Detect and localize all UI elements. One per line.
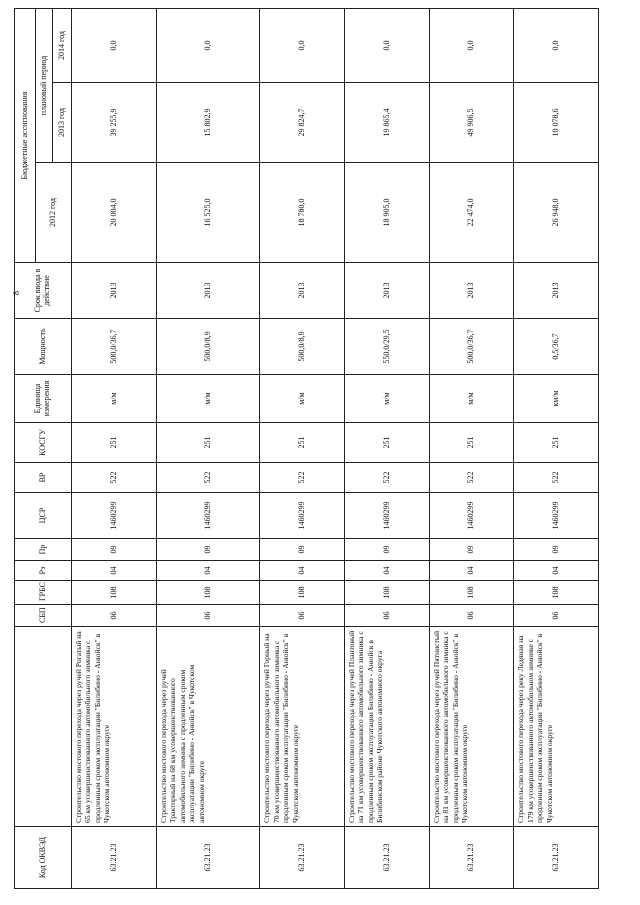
header-okved: Код ОКВЭД <box>15 827 72 889</box>
budget-table <box>14 8 599 889</box>
cell-capacity: 500,0/8,9 <box>156 319 259 375</box>
cell-2013: 10 078,6 <box>514 83 599 163</box>
header-plan-period: плановый период <box>36 9 53 163</box>
page-number: 8 <box>12 291 21 295</box>
cell-unit: м/м <box>156 375 259 423</box>
cell-capacity: 0,5/36,7 <box>514 319 599 375</box>
cell-vr: 522 <box>156 463 259 493</box>
cell-rz: 04 <box>72 561 157 581</box>
cell-csr: 1460299 <box>344 493 429 539</box>
table-row <box>156 9 259 889</box>
cell-grbs: 108 <box>72 581 157 605</box>
header-kosgu: КОСГУ <box>15 423 72 463</box>
cell-2012: 16 525,0 <box>156 163 259 263</box>
header-year-2014: 2014 год <box>53 9 72 83</box>
cell-kosgu: 251 <box>429 423 514 463</box>
cell-2012: 18 780,0 <box>260 163 345 263</box>
cell-okved: 63.21.23 <box>514 827 599 889</box>
cell-2012: 26 948,0 <box>514 163 599 263</box>
cell-unit: км/м <box>514 375 599 423</box>
cell-commission: 2013 <box>156 263 259 319</box>
cell-grbs: 108 <box>156 581 259 605</box>
header-capacity: Мощность <box>15 319 72 375</box>
header-grbs: ГРБС <box>15 581 72 605</box>
cell-csr: 1460299 <box>260 493 345 539</box>
header-name <box>15 627 72 827</box>
cell-sbp: 06 <box>344 605 429 627</box>
table-row <box>260 9 345 889</box>
cell-kosgu: 251 <box>72 423 157 463</box>
cell-capacity: 500,0/36,7 <box>72 319 157 375</box>
cell-okved: 63.21.23 <box>260 827 345 889</box>
cell-2014: 0,0 <box>260 9 345 83</box>
table-row <box>429 9 514 889</box>
table-row <box>514 9 599 889</box>
cell-capacity: 500,0/36,7 <box>429 319 514 375</box>
table-row <box>344 9 429 889</box>
cell-commission: 2013 <box>72 263 157 319</box>
cell-sbp: 06 <box>260 605 345 627</box>
header-budget: Бюджетные ассигнования <box>15 9 36 263</box>
cell-csr: 1460299 <box>72 493 157 539</box>
cell-sbp: 06 <box>72 605 157 627</box>
cell-vr: 522 <box>344 463 429 493</box>
cell-grbs: 108 <box>344 581 429 605</box>
cell-name: Строительство мостового перехода через ручей Тракторный на 68 км усовершенствованного автомобильного зимника с продленным сроком эксплуатации "Билибино - Анюйск" в Чукотском автономном округе <box>156 627 259 827</box>
cell-2014: 0,0 <box>429 9 514 83</box>
cell-rz: 04 <box>260 561 345 581</box>
cell-kosgu: 251 <box>156 423 259 463</box>
cell-kosgu: 251 <box>514 423 599 463</box>
cell-grbs: 108 <box>514 581 599 605</box>
cell-rz: 04 <box>156 561 259 581</box>
cell-unit: м/м <box>72 375 157 423</box>
cell-commission: 2013 <box>344 263 429 319</box>
cell-commission: 2013 <box>514 263 599 319</box>
cell-pr: 09 <box>156 539 259 561</box>
cell-name: Строительство мостового перехода через ручей Рогатый на 65 км усовершенствованного автомобильного зимника с продленным сроком эксплуатации "Билибино - Анюйск" в Чукотском автономном округе <box>72 627 157 827</box>
cell-unit: м/м <box>429 375 514 423</box>
header-csr: ЦСР <box>15 493 72 539</box>
cell-name: Строительство мостового перехода через ручей Горный на 70 км усовершенствованного автомобильного зимника с продленным сроком эксплуатации "Билибино - Анюйск" в Чукотском автономном округе <box>260 627 345 827</box>
cell-csr: 1460299 <box>429 493 514 539</box>
cell-name: Строительство мостового перехода через реку Ледяная на 179 км усовершенствованного автомобильном зимнике с продленным сроком эксплуатации "Билибино - Анюйск" в Чукотском автономном округе <box>514 627 599 827</box>
cell-grbs: 108 <box>260 581 345 605</box>
cell-capacity: 550,0/29,5 <box>344 319 429 375</box>
cell-2012: 22 474,0 <box>429 163 514 263</box>
cell-kosgu: 251 <box>344 423 429 463</box>
cell-sbp: 06 <box>156 605 259 627</box>
cell-csr: 1460299 <box>156 493 259 539</box>
cell-pr: 09 <box>344 539 429 561</box>
cell-unit: м/м <box>260 375 345 423</box>
cell-pr: 09 <box>514 539 599 561</box>
cell-2013: 19 865,4 <box>344 83 429 163</box>
cell-commission: 2013 <box>260 263 345 319</box>
cell-2014: 0,0 <box>156 9 259 83</box>
cell-rz: 04 <box>514 561 599 581</box>
cell-kosgu: 251 <box>260 423 345 463</box>
header-year-2013: 2013 год <box>53 83 72 163</box>
cell-commission: 2013 <box>429 263 514 319</box>
cell-okved: 63.21.23 <box>156 827 259 889</box>
cell-okved: 63.21.23 <box>344 827 429 889</box>
cell-2014: 0,0 <box>344 9 429 83</box>
cell-name: Строительство мостового перехода через ручей Плантовый на 71 км усовершенствованного автомобильного зимника с продленным сроком эксплуатации Билибино - Анюйск в Билибинском районе Чукотского автономного округа <box>344 627 429 827</box>
cell-unit: м/м <box>344 375 429 423</box>
cell-2012: 20 004,0 <box>72 163 157 263</box>
header-commission: Срок ввода в действие <box>15 263 72 319</box>
cell-vr: 522 <box>514 463 599 493</box>
table-row <box>72 9 157 889</box>
cell-csr: 1460299 <box>514 493 599 539</box>
cell-2014: 0,0 <box>514 9 599 83</box>
cell-2014: 0,0 <box>72 9 157 83</box>
cell-2013: 49 906,5 <box>429 83 514 163</box>
cell-name: Строительство мостового перехода через ручей Пятнистый на 81 км усовершенствованного автомобильного зимника с продленным сроком эксплуатации "Билибино - Анюйск" в Чукотском автономном округе <box>429 627 514 827</box>
cell-vr: 522 <box>72 463 157 493</box>
cell-2013: 39 255,9 <box>72 83 157 163</box>
header-vr: ВР <box>15 463 72 493</box>
cell-vr: 522 <box>260 463 345 493</box>
cell-pr: 09 <box>260 539 345 561</box>
header-unit: Единица измерения <box>15 375 72 423</box>
header-sbp: СБП <box>15 605 72 627</box>
cell-grbs: 108 <box>429 581 514 605</box>
cell-capacity: 500,0/8,9 <box>260 319 345 375</box>
cell-okved: 63.21.23 <box>429 827 514 889</box>
cell-sbp: 06 <box>429 605 514 627</box>
cell-2012: 18 905,0 <box>344 163 429 263</box>
cell-pr: 09 <box>72 539 157 561</box>
header-year-2012: 2012 год <box>36 163 72 263</box>
header-rz: Рз <box>15 561 72 581</box>
cell-sbp: 06 <box>514 605 599 627</box>
header-pr: Пр <box>15 539 72 561</box>
cell-2013: 15 802,9 <box>156 83 259 163</box>
cell-okved: 63.21.23 <box>72 827 157 889</box>
cell-2013: 29 824,7 <box>260 83 345 163</box>
cell-rz: 04 <box>344 561 429 581</box>
cell-pr: 09 <box>429 539 514 561</box>
cell-rz: 04 <box>429 561 514 581</box>
cell-vr: 522 <box>429 463 514 493</box>
